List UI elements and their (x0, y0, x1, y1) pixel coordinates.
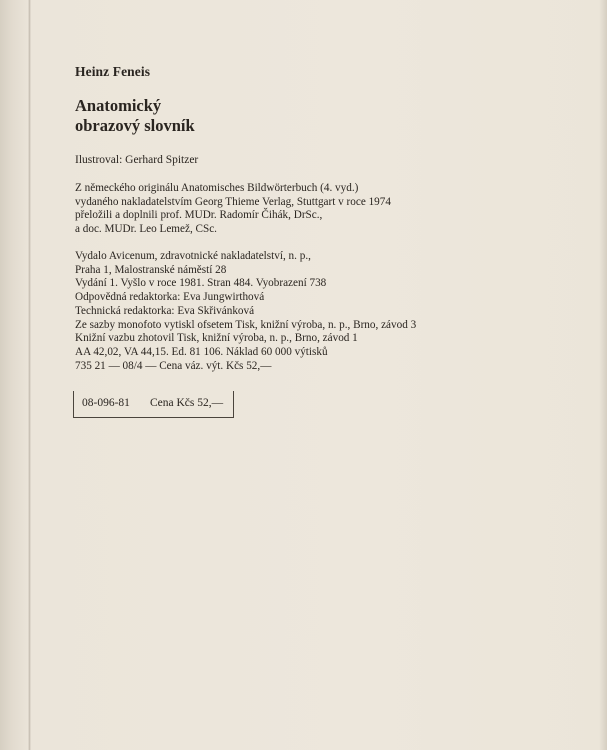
imprint-line: Ze sazby monofoto vytiskl ofsetem Tisk, knižní výroba, n. p., Brno, závod 3 (75, 318, 417, 331)
imprint-line: 735 21 — 08/4 — Cena váz. výt. Kčs 52,— (75, 359, 272, 372)
imprint-line: Vydalo Avicenum, zdravotnické nakladatelství, n. p., (75, 250, 311, 262)
price-label: Cena Kčs 52,— (150, 397, 224, 409)
title-line: obrazový slovník (75, 116, 195, 135)
book-title (75, 96, 195, 136)
credit-line: Z německého originálu Anatomisches Bildwörterbuch (4. vyd.) (75, 182, 359, 194)
translation-credits (75, 182, 391, 237)
illustrator-credit: Ilustroval: Gerhard Spitzer (75, 154, 199, 166)
author-name: Heinz Feneis (75, 64, 151, 79)
imprint-line: Technická redaktorka: Eva Skřivánková (75, 304, 255, 317)
imprint-line: Knižní vazbu zhotovil Tisk, knižní výroba, n. p., Brno, závod 1 (75, 332, 358, 345)
credit-line: vydaného nakladatelstvím Georg Thieme Verlag, Stuttgart v roce 1974 (75, 195, 391, 208)
imprint-line: AA 42,02, VA 44,15. Ed. 81 106. Náklad 60 000 výtisků (75, 345, 328, 358)
credit-line: přeložili a doplnili prof. MUDr. Radomír Čihák, DrSc., (75, 209, 323, 222)
catalog-code: 08-096-81 (82, 397, 130, 409)
imprint-line: Odpovědná redaktorka: Eva Jungwirthová (75, 291, 265, 304)
title-line: Anatomický (75, 96, 162, 115)
imprint-line: Vydání 1. Vyšlo v roce 1981. Stran 484. Vyobrazení 738 (75, 277, 327, 290)
imprint-block (75, 250, 416, 373)
price-box (73, 391, 234, 418)
imprint-line: Praha 1, Malostranské náměstí 28 (75, 263, 227, 276)
credit-line: a doc. MUDr. Leo Lemež, CSc. (75, 223, 217, 236)
page-gutter (28, 0, 31, 750)
page-edge (599, 0, 607, 750)
